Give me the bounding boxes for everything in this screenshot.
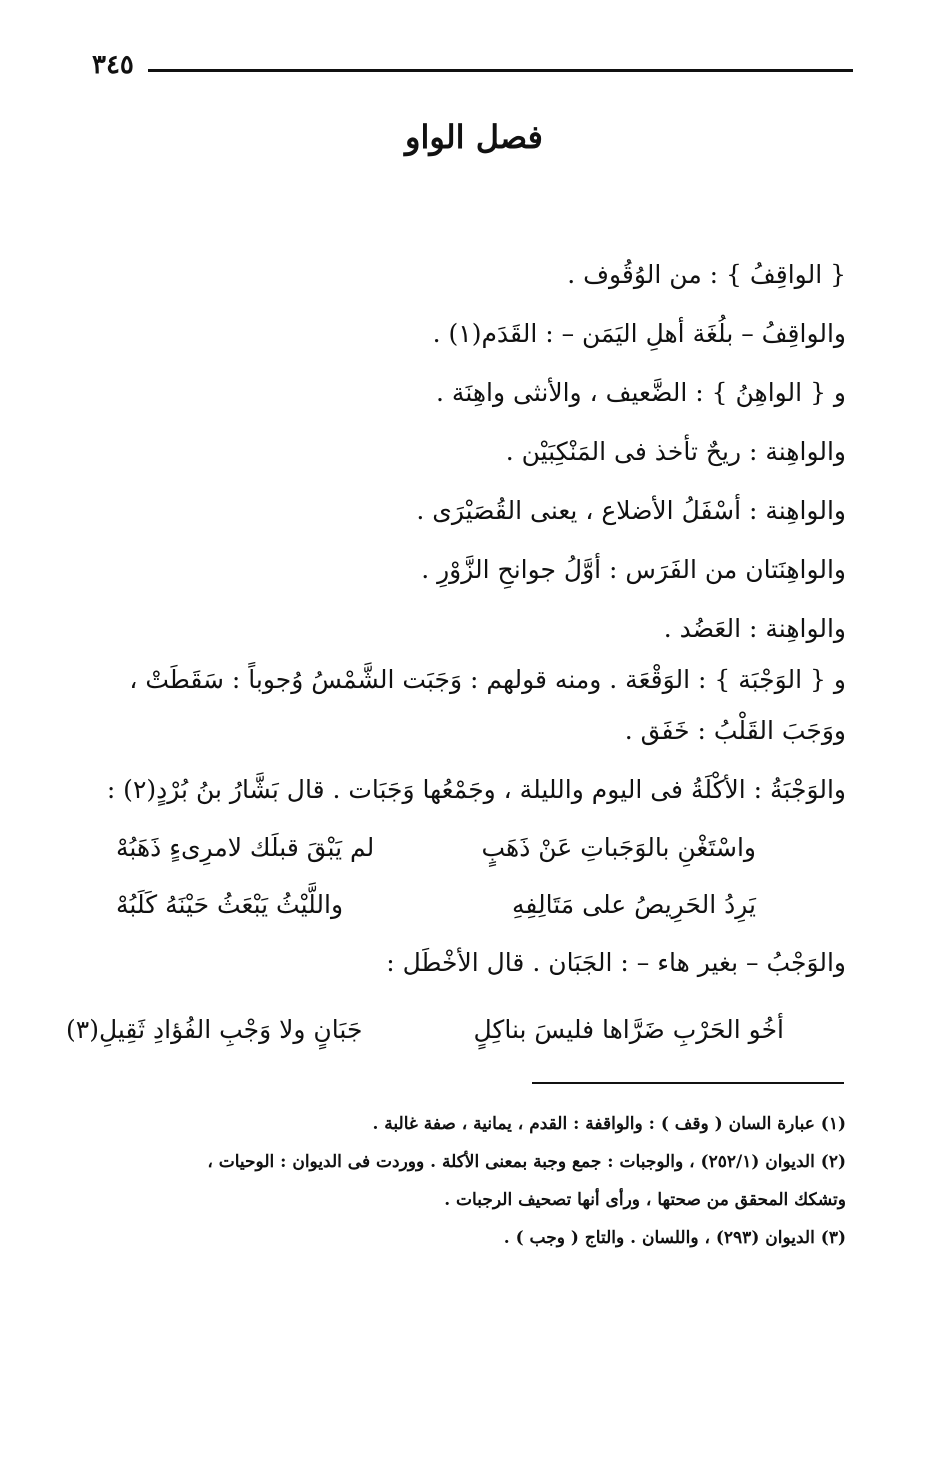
verse-hemistich-left: لم يَبْقَ قبلَك لامرِىءٍ ذَهَبُهْ — [116, 833, 375, 862]
entry-line: و { الوَجْبَة } : الوَقْعَة . ومنه قولهم : وَجَبَت الشَّمْسُ وُجوباً : سَقَطَتْ ، — [129, 665, 846, 694]
entry-line: والواقِفُ – بلُغَة أهلِ اليَمَن – : القَدَم(١) . — [432, 319, 846, 348]
footnote-rule — [532, 1082, 844, 1084]
footnotes — [66, 1105, 846, 1257]
verse-line — [66, 876, 846, 933]
verse-hemistich-left: واللَّيْثُ يَبْعَثُ حَيْنَهُ كَلَبُهْ — [116, 890, 344, 919]
footnote-line: وتشكك المحقق من صحتها ، ورأى أنها تصحيف الرجبات . — [444, 1190, 846, 1210]
verse-hemistich-right: واسْتَغْنِ بالوَجَباتِ عَنْ ذَهَبٍ — [481, 833, 756, 862]
verse-hemistich-right: أخُو الحَرْبِ ضَرَّاها فليسَ بناكِلٍ — [473, 1015, 784, 1044]
verse-line — [66, 992, 846, 1067]
footnote-line: (٢) الديوان (٢٥٢/١) ، والوجبات : جمع وجبة بمعنى الأكلة . ووردت فى الديوان : الوحيات ، — [207, 1152, 846, 1172]
header-rule — [148, 69, 853, 72]
entry-line: والوَجْبُ – بغير هاء – : الجَبَان . قال الأخْطَل : — [386, 948, 846, 977]
entry-line: والواهِنة : العَضُد . — [663, 614, 846, 643]
footnote-line: (١) عبارة السان ( وقف ) : والواقفة : القدم ، يمانية ، صفة غالبة . — [372, 1114, 846, 1134]
verse-hemistich-right: يَرِدُ الحَرِيصُ على مَتَالِفِهِ — [511, 890, 756, 919]
verse-hemistich-left: جَبَانٍ ولا وَجْبِ الفُؤادِ ثَقِيلِ(٣) — [66, 1015, 363, 1044]
entry-line: { الواقِفُ } : من الوُقُوف . — [567, 260, 846, 289]
entry-line: والواهِنة : أسْفَلُ الأضلاع ، يعنى القُصَيْرَى . — [416, 496, 846, 525]
verse-line — [66, 819, 846, 876]
entry-line: والوَجْبَةُ : الأكْلَةُ فى اليوم والليلة ، وجَمْعُها وَجَبَات . قال بَشَّارُ بنُ بُرْدٍ(٢) : — [106, 775, 846, 804]
entry-line: والواهِنَتان من الفَرَس : أوَّلُ جوانحِ الزَّوْرِ . — [421, 555, 846, 584]
page-number: ٣٤٥ — [92, 50, 134, 80]
entry-line: و { الواهِنُ } : الضَّعيف ، والأنثى واهِنَة . — [436, 378, 846, 407]
body-text — [66, 245, 846, 1067]
section-title: فصل الواو — [405, 118, 543, 156]
footnote-line: (٣) الديوان (٢٩٣) ، واللسان . والتاج ( وجب ) . — [503, 1228, 846, 1248]
entry-line: والواهِنة : ريحٌ تأخذ فى المَنْكِبَيْن . — [505, 437, 846, 466]
entry-line: ووَجَبَ القَلْبُ : خَفَق . — [624, 716, 846, 745]
